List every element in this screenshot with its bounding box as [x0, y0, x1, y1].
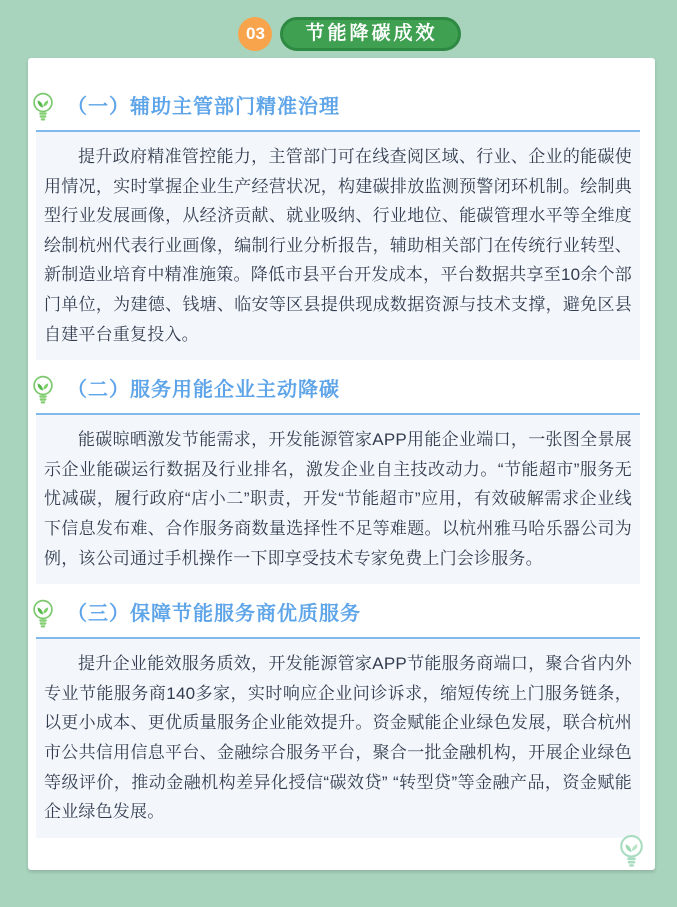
bulb-leaf-icon	[32, 599, 54, 629]
bulb-leaf-icon	[32, 92, 54, 122]
section-2-body: 能碳晾晒激发节能需求，开发能源管家APP用能企业端口，一张图全景展示企业能碳运行数据及行业排名，激发企业自主技改动力。“节能超市”服务无忧减碳，履行政府“店小二”职责，开发“节能超市”应用，有效破解需求企业线下信息发布难、合作服务商数量选择性不足等难题。以杭州雅马哈乐器公司为例，该公司通过手机操作一下即享受技术专家免费上门会诊服务。	[44, 430, 632, 568]
page-header-badge	[11, 17, 677, 51]
section-2	[36, 373, 640, 584]
section-1-body: 提升政府精准管控能力，主管部门可在线查阅区域、行业、企业的能碳使用情况，实时掌握企业生产经营状况，构建碳排放监测预警闭环机制。绘制典型行业发展画像，从经济贡献、就业吸纳、行业地位、能碳管理水平等全维度绘制杭州代表行业画像，编制行业分析报告，辅助相关部门在传统行业转型、新制造业培育中精准施策。降低市县平台开发成本，平台数据共享至10余个部门单位，为建德、钱塘、临安等区县提供现成数据资源与技术支撑，避免区县自建平台重复投入。	[44, 147, 632, 344]
section-3-header	[32, 597, 640, 631]
section-1-panel	[36, 132, 640, 360]
section-1	[36, 90, 640, 360]
bulb-leaf-icon	[616, 834, 647, 868]
section-2-header	[32, 373, 640, 407]
bulb-leaf-icon	[32, 375, 54, 405]
section-2-panel	[36, 415, 640, 584]
section-number-badge: 03	[238, 17, 272, 51]
content-card	[28, 58, 655, 870]
section-3	[36, 597, 640, 838]
section-3-title: （三）保障节能服务商优质服务	[67, 603, 361, 626]
section-3-body: 提升企业能效服务质效，开发能源管家APP节能服务商端口，聚合省内外专业节能服务商140多家，实时响应企业问诊诉求，缩短传统上门服务链条，以更小成本、更优质量服务企业能效提升。资金赋能企业绿色发展，联合杭州市公共信用信息平台、金融综合服务平台，聚合一批金融机构，开展企业绿色等级评价，推动金融机构差异化授信“碳效贷” “转型贷”等金融产品，资金赋能企业绿色发展。	[44, 654, 632, 822]
section-1-title: （一）辅助主管部门精准治理	[67, 96, 340, 118]
section-3-panel	[36, 639, 640, 838]
page-title: 节能降碳成效	[280, 17, 460, 51]
section-2-title: （二）服务用能企业主动降碳	[67, 379, 340, 402]
section-1-header	[32, 90, 640, 124]
